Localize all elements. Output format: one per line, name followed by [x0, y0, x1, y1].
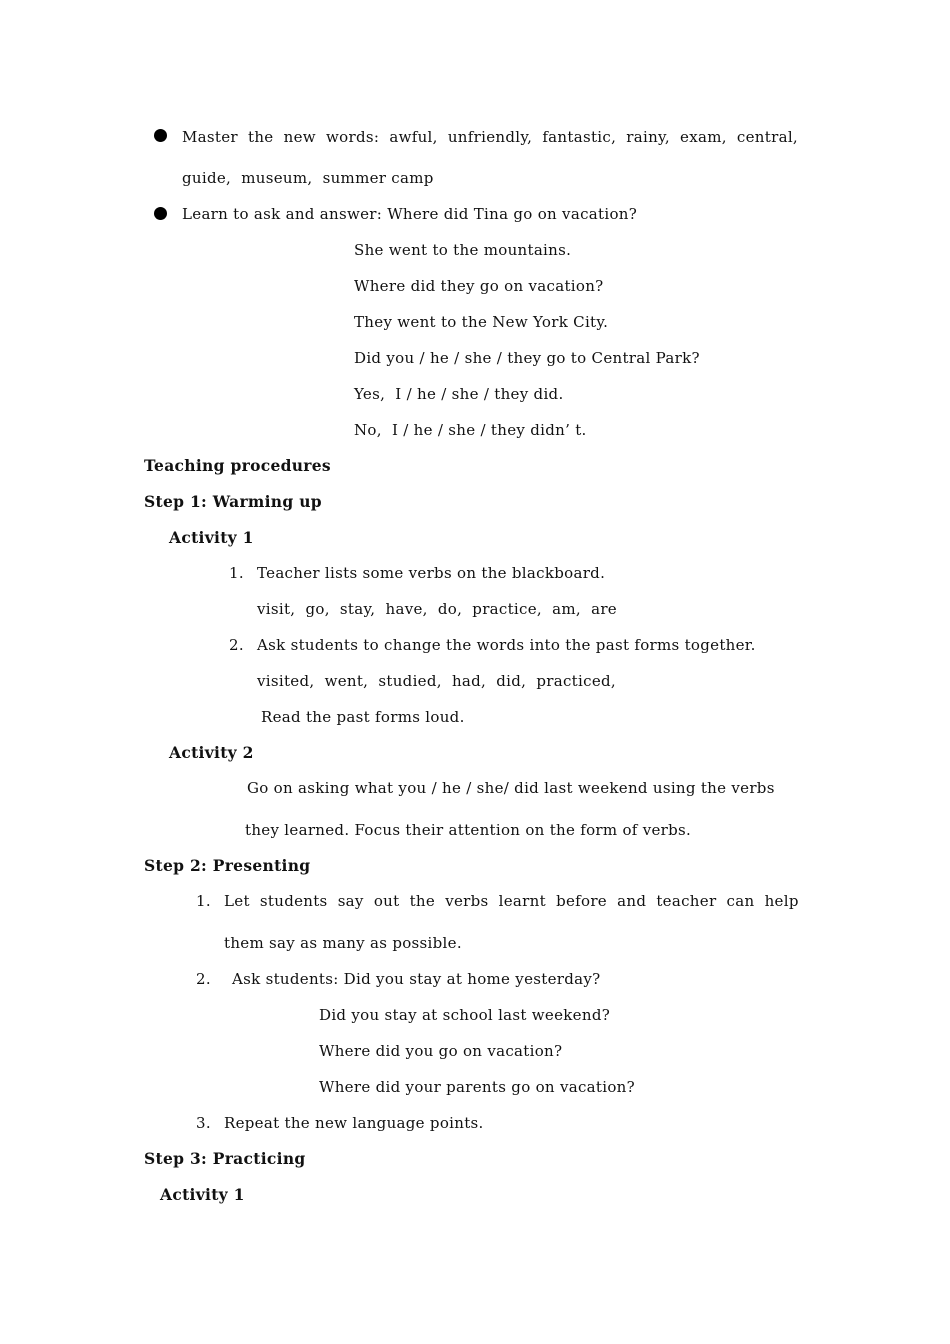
- dialogue-line: Did you / he / she / they go to Central Park?: [354, 349, 700, 367]
- dialogue-line: They went to the New York City.: [354, 313, 609, 331]
- list-number: 1.: [196, 892, 211, 910]
- dialogue-line: Yes, I / he / she / they did.: [354, 385, 564, 403]
- step3-title: Step 3: Practicing: [144, 1149, 306, 1168]
- list-item-detail: visited, went, studied, had, did, practiced,: [257, 672, 616, 690]
- list-number: 3.: [196, 1114, 211, 1132]
- list-number: 2.: [196, 970, 211, 988]
- step1-title: Step 1: Warming up: [144, 492, 322, 511]
- bullet-icon: [154, 207, 167, 220]
- step2-title: Step 2: Presenting: [144, 856, 311, 875]
- question-line: Where did your parents go on vacation?: [319, 1078, 635, 1096]
- list-item-detail: Read the past forms loud.: [261, 708, 465, 726]
- list-item: Teacher lists some verbs on the blackboard.: [257, 564, 606, 582]
- activity2-text-line1: Go on asking what you / he / she/ did last weekend using the verbs: [247, 779, 775, 797]
- list-number: 2.: [229, 636, 244, 654]
- list-item: Ask students: Did you stay at home yesterday?: [232, 970, 601, 988]
- list-item: them say as many as possible.: [224, 934, 462, 952]
- dialogue-line: She went to the mountains.: [354, 241, 572, 259]
- section-heading: Teaching procedures: [144, 456, 331, 475]
- objective-2-line1: Learn to ask and answer: Where did Tina go on vacation?: [182, 205, 638, 223]
- list-item: Repeat the new language points.: [224, 1114, 484, 1132]
- step3-activity1-title: Activity 1: [160, 1185, 245, 1204]
- dialogue-line: Where did they go on vacation?: [354, 277, 604, 295]
- objective-1-line1: Master the new words: awful, unfriendly, fantastic, rainy, exam, central,: [182, 128, 798, 146]
- list-item: Let students say out the verbs learnt before and teacher can help: [224, 892, 799, 910]
- bullet-icon: [154, 129, 167, 142]
- step1-activity1-title: Activity 1: [169, 528, 254, 547]
- objective-1-line2: guide, museum, summer camp: [182, 169, 434, 187]
- step1-activity2-title: Activity 2: [169, 743, 254, 762]
- activity2-text-line2: they learned. Focus their attention on the form of verbs.: [245, 821, 692, 839]
- question-line: Did you stay at school last weekend?: [319, 1006, 611, 1024]
- list-number: 1.: [229, 564, 244, 582]
- question-line: Where did you go on vacation?: [319, 1042, 563, 1060]
- list-item-detail: visit, go, stay, have, do, practice, am, are: [257, 600, 617, 618]
- list-item: Ask students to change the words into the past forms together.: [257, 636, 756, 654]
- dialogue-line: No, I / he / she / they didn’ t.: [354, 421, 587, 439]
